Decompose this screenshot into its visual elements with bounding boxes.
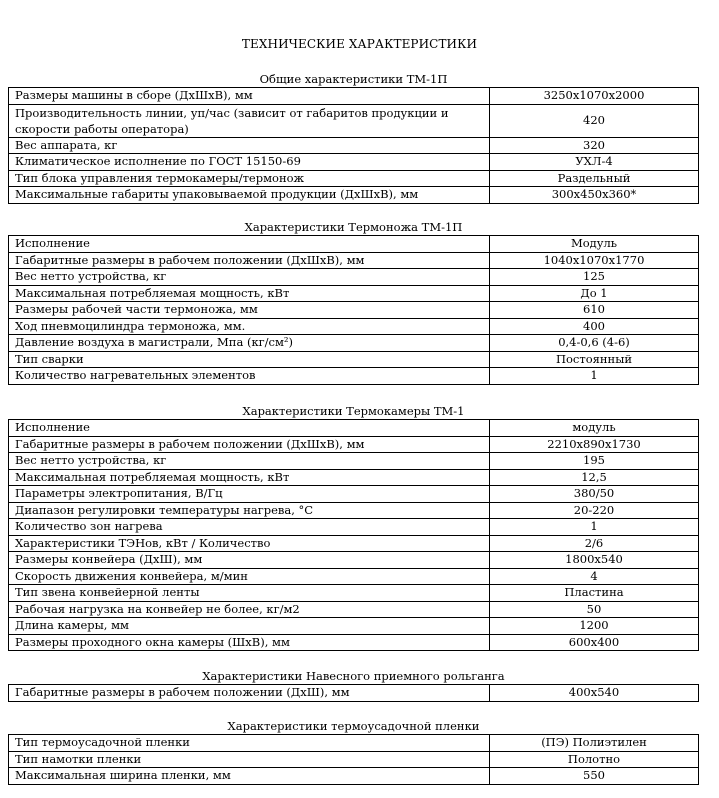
table-row (9, 285, 699, 302)
spec-value: 2/6 (490, 535, 699, 552)
table-row (9, 519, 699, 536)
spec-value: 1 (490, 519, 699, 536)
spec-value: 125 (490, 269, 699, 286)
section-caption: Характеристики Термокамеры ТМ-1 (242, 404, 465, 418)
spec-value: УХЛ-4 (490, 154, 699, 171)
spec-label: Вес нетто устройства, кг (9, 453, 490, 470)
table-row (9, 685, 699, 702)
spec-value: 3250x1070x2000 (490, 88, 699, 105)
spec-label: Максимальная потребляемая мощность, кВт (9, 469, 490, 486)
spec-value: До 1 (490, 285, 699, 302)
table-row (9, 469, 699, 486)
spec-table-shrink-film (8, 734, 699, 785)
spec-label: Габаритные размеры в рабочем положении (ДхШ), мм (9, 685, 490, 702)
spec-value: 400x540 (490, 685, 699, 702)
spec-value: 610 (490, 302, 699, 319)
spec-label: Количество зон нагрева (9, 519, 490, 536)
spec-value: модуль (490, 420, 699, 437)
spec-value: Пластина (490, 585, 699, 602)
spec-value: 4 (490, 568, 699, 585)
spec-label: Характеристики ТЭНов, кВт / Количество (9, 535, 490, 552)
table-row (9, 568, 699, 585)
table-row (9, 351, 699, 368)
spec-value: Модуль (490, 236, 699, 253)
table-row (9, 453, 699, 470)
spec-table-heat-knife (8, 235, 699, 385)
section-caption: Характеристики Навесного приемного рольганга (202, 669, 505, 683)
spec-label: Габаритные размеры в рабочем положении (ДхШхВ), мм (9, 436, 490, 453)
spec-label: Производительность линии, уп/час (зависит от габаритов продукции и скорости работы оператора) (9, 104, 490, 137)
spec-value: 380/50 (490, 486, 699, 503)
spec-label: Тип блока управления термокамеры/термонож (9, 170, 490, 187)
spec-label: Максимальная ширина пленки, мм (9, 768, 490, 785)
section-shrink-film (8, 719, 699, 785)
table-row (9, 104, 699, 137)
table-row (9, 335, 699, 352)
spec-label: Тип термоусадочной пленки (9, 735, 490, 752)
spec-label: Максимальная потребляемая мощность, кВт (9, 285, 490, 302)
table-row (9, 252, 699, 269)
spec-value: 1200 (490, 618, 699, 635)
spec-label: Рабочая нагрузка на конвейер не более, кг/м2 (9, 601, 490, 618)
spec-label: Климатическое исполнение по ГОСТ 15150-69 (9, 154, 490, 171)
table-row (9, 269, 699, 286)
spec-label: Размеры конвейера (ДхШ), мм (9, 552, 490, 569)
table-row (9, 735, 699, 752)
spec-value: 2210x890x1730 (490, 436, 699, 453)
table-row (9, 170, 699, 187)
table-row (9, 318, 699, 335)
spec-value: 400 (490, 318, 699, 335)
spec-value: 12,5 (490, 469, 699, 486)
spec-value: Полотно (490, 751, 699, 768)
spec-label: Размеры машины в сборе (ДхШхВ), мм (9, 88, 490, 105)
table-row (9, 420, 699, 437)
spec-value: (ПЭ) Полиэтилен (490, 735, 699, 752)
spec-label: Максимальные габариты упаковываемой продукции (ДхШхВ), мм (9, 187, 490, 204)
spec-label: Параметры электропитания, В/Гц (9, 486, 490, 503)
section-general (8, 72, 699, 204)
spec-value: 195 (490, 453, 699, 470)
section-heat-knife (8, 220, 699, 385)
table-row (9, 751, 699, 768)
section-roller-table (8, 669, 699, 702)
spec-value: 0,4-0,6 (4-6) (490, 335, 699, 352)
table-row (9, 618, 699, 635)
spec-value: 20-220 (490, 502, 699, 519)
table-row (9, 154, 699, 171)
spec-label: Давление воздуха в магистрали, Мпа (кг/см²) (9, 335, 490, 352)
spec-label: Ход пневмоцилиндра термоножа, мм. (9, 318, 490, 335)
spec-value: Раздельный (490, 170, 699, 187)
table-row (9, 768, 699, 785)
spec-label: Исполнение (9, 420, 490, 437)
spec-label: Вес аппарата, кг (9, 137, 490, 154)
table-row (9, 436, 699, 453)
spec-table-heat-chamber (8, 419, 699, 651)
spec-table-roller-table (8, 684, 699, 702)
section-heat-chamber (8, 404, 699, 651)
spec-label: Тип сварки (9, 351, 490, 368)
table-row (9, 552, 699, 569)
spec-value: Постоянный (490, 351, 699, 368)
document-title: ТЕХНИЧЕСКИЕ ХАРАКТЕРИСТИКИ (241, 37, 478, 51)
table-row (9, 137, 699, 154)
spec-value: 600x400 (490, 634, 699, 651)
spec-label: Длина камеры, мм (9, 618, 490, 635)
spec-label: Вес нетто устройства, кг (9, 269, 490, 286)
spec-value: 320 (490, 137, 699, 154)
table-row (9, 634, 699, 651)
spec-value: 50 (490, 601, 699, 618)
section-caption: Характеристики термоусадочной пленки (227, 719, 480, 733)
spec-label: Исполнение (9, 236, 490, 253)
spec-label: Тип намотки пленки (9, 751, 490, 768)
table-row (9, 368, 699, 385)
spec-label: Диапазон регулировки температуры нагрева, °С (9, 502, 490, 519)
table-row (9, 302, 699, 319)
table-row (9, 601, 699, 618)
spec-label: Тип звена конвейерной ленты (9, 585, 490, 602)
spec-label: Габаритные размеры в рабочем положении (ДхШхВ), мм (9, 252, 490, 269)
table-row (9, 486, 699, 503)
spec-label: Количество нагревательных элементов (9, 368, 490, 385)
section-caption: Общие характеристики ТМ-1П (259, 72, 448, 86)
section-caption: Характеристики Термоножа ТМ-1П (244, 220, 463, 234)
spec-value: 1 (490, 368, 699, 385)
table-row (9, 535, 699, 552)
table-row (9, 502, 699, 519)
spec-value: 1040x1070x1770 (490, 252, 699, 269)
table-row (9, 236, 699, 253)
spec-label: Размеры проходного окна камеры (ШхВ), мм (9, 634, 490, 651)
table-row (9, 88, 699, 105)
spec-value: 1800x540 (490, 552, 699, 569)
spec-value: 300x450x360* (490, 187, 699, 204)
table-row (9, 585, 699, 602)
spec-label: Размеры рабочей части термоножа, мм (9, 302, 490, 319)
spec-value: 550 (490, 768, 699, 785)
spec-table-general (8, 87, 699, 204)
table-row (9, 187, 699, 204)
spec-value: 420 (490, 104, 699, 137)
spec-label: Скорость движения конвейера, м/мин (9, 568, 490, 585)
